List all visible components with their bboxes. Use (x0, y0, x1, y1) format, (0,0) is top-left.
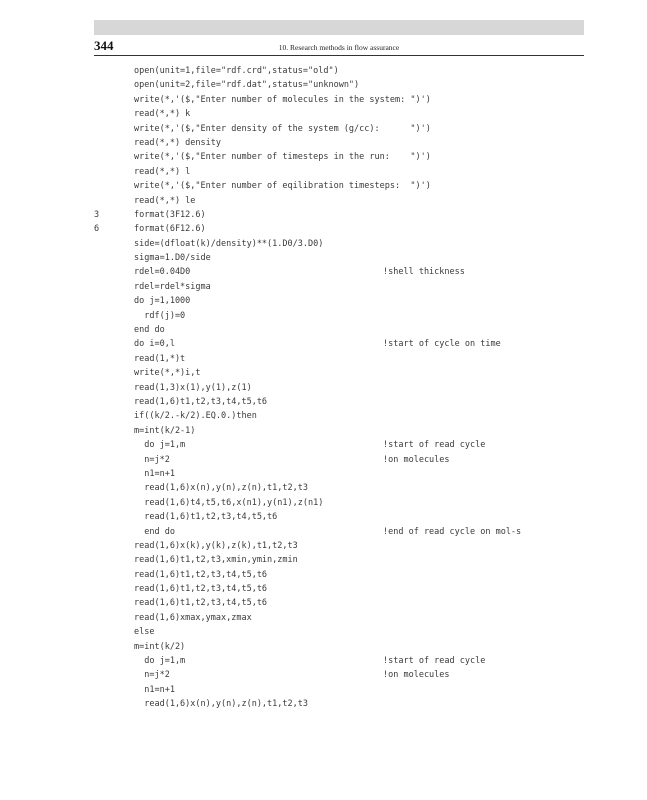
code-text: rdel=0.04D0 (134, 267, 191, 278)
code-line (0, 237, 647, 251)
code-text: read(1,*)t (134, 353, 186, 364)
code-text: read(1,3)x(1),y(1),z(1) (134, 382, 252, 393)
code-comment: !on molecules (383, 670, 450, 681)
code-line (0, 640, 647, 654)
code-line (0, 251, 647, 265)
code-text: read(1,6)xmax,ymax,zmax (134, 612, 252, 623)
code-text: format(6F12.6) (134, 224, 206, 235)
code-line (0, 179, 647, 193)
code-line (0, 568, 647, 582)
code-text: write(*,'($,"Enter density of the system (g/cc): ")') (134, 123, 431, 134)
code-text: rdf(j)=0 (134, 310, 186, 321)
code-text: read(1,6)t1,t2,t3,t4,t5,t6 (134, 584, 268, 595)
code-text: end do (134, 325, 165, 336)
code-line (0, 467, 647, 481)
code-text: n1=n+1 (134, 684, 175, 695)
code-text: read(*,*) k (134, 109, 191, 120)
code-line (0, 683, 647, 697)
code-line (0, 539, 647, 553)
code-line (0, 136, 647, 150)
code-line (0, 352, 647, 366)
code-line (0, 309, 647, 323)
code-line (0, 596, 647, 610)
code-line (0, 611, 647, 625)
code-text: if((k/2.-k/2).EQ.0.)then (134, 411, 257, 422)
code-text: write(*,'($,"Enter number of molecules in the system: ")') (134, 94, 431, 105)
code-line (0, 323, 647, 337)
code-text: m=int(k/2-1) (134, 425, 196, 436)
code-line (0, 625, 647, 639)
code-text: do i=0,l (134, 339, 175, 350)
code-text: do j=1,m (134, 440, 186, 451)
code-comment: !on molecules (383, 454, 450, 465)
code-line (0, 294, 647, 308)
code-line (0, 93, 647, 107)
page-number: 344 (94, 38, 114, 53)
code-line (0, 280, 647, 294)
code-line (0, 381, 647, 395)
code-line (0, 107, 647, 121)
code-line (0, 194, 647, 208)
code-line (0, 222, 647, 236)
code-line (0, 122, 647, 136)
code-line (0, 582, 647, 596)
code-text: else (134, 627, 155, 638)
page-header-bar (94, 20, 584, 35)
statement-label: 6 (94, 224, 100, 235)
code-line (0, 366, 647, 380)
code-text: do j=1,1000 (134, 296, 191, 307)
code-text: read(*,*) l (134, 166, 191, 177)
code-line (0, 697, 647, 711)
code-comment: !start of read cycle (383, 656, 486, 667)
code-text: write(*,'($,"Enter number of eqilibration timesteps: ")') (134, 181, 431, 192)
code-line (0, 395, 647, 409)
code-text: read(1,6)t4,t5,t6,x(n1),y(n1),z(n1) (134, 497, 324, 508)
code-text: n=j*2 (134, 670, 170, 681)
code-line (0, 496, 647, 510)
code-text: n1=n+1 (134, 468, 175, 479)
code-text: n=j*2 (134, 454, 170, 465)
code-text: end do (134, 526, 175, 537)
code-line (0, 150, 647, 164)
code-text: read(1,6)x(n),y(n),z(n),t1,t2,t3 (134, 699, 308, 710)
code-line (0, 525, 647, 539)
code-text: read(*,*) le (134, 195, 196, 206)
code-line (0, 668, 647, 682)
code-line (0, 510, 647, 524)
code-text: read(1,6)t1,t2,t3,t4,t5,t6 (134, 569, 268, 580)
code-text: side=(dfloat(k)/density)**(1.D0/3.D0) (134, 238, 324, 249)
code-line (0, 553, 647, 567)
code-line (0, 78, 647, 92)
code-line (0, 654, 647, 668)
code-text: read(*,*) density (134, 137, 221, 148)
code-text: rdel=rdel*sigma (134, 281, 211, 292)
code-text: open(unit=2,file="rdf.dat",status="unknown") (134, 80, 360, 91)
code-text: sigma=1.D0/side (134, 253, 211, 264)
code-text: write(*,*)i,t (134, 368, 201, 379)
code-listing (0, 64, 647, 712)
code-line (0, 165, 647, 179)
code-line (0, 64, 647, 78)
code-text: m=int(k/2) (134, 641, 186, 652)
code-line (0, 409, 647, 423)
statement-label: 3 (94, 209, 100, 220)
code-comment: !start of read cycle (383, 440, 486, 451)
code-text: do j=1,m (134, 656, 186, 667)
code-text: read(1,6)x(k),y(k),z(k),t1,t2,t3 (134, 540, 298, 551)
code-text: read(1,6)x(n),y(n),z(n),t1,t2,t3 (134, 483, 308, 494)
code-line (0, 481, 647, 495)
code-text: read(1,6)t1,t2,t3,t4,t5,t6 (134, 512, 278, 523)
code-line (0, 208, 647, 222)
header-rule (94, 55, 584, 56)
code-text: open(unit=1,file="rdf.crd",status="old") (134, 66, 339, 76)
code-text: read(1,6)t1,t2,t3,t4,t5,t6 (134, 598, 268, 609)
code-line (0, 337, 647, 351)
code-comment: !end of read cycle on mol-s (383, 526, 522, 537)
code-line (0, 265, 647, 279)
code-line (0, 438, 647, 452)
code-comment: !start of cycle on time (383, 339, 501, 350)
code-text: write(*,'($,"Enter number of timesteps in the run: ")') (134, 152, 431, 163)
code-comment: !shell thickness (383, 267, 465, 278)
code-text: read(1,6)t1,t2,t3,t4,t5,t6 (134, 396, 268, 407)
code-text: format(3F12.6) (134, 209, 206, 220)
code-text: read(1,6)t1,t2,t3,xmin,ymin,zmin (134, 555, 298, 566)
code-line (0, 453, 647, 467)
running-header: 10. Research methods in flow assurance (278, 43, 400, 52)
code-line (0, 424, 647, 438)
